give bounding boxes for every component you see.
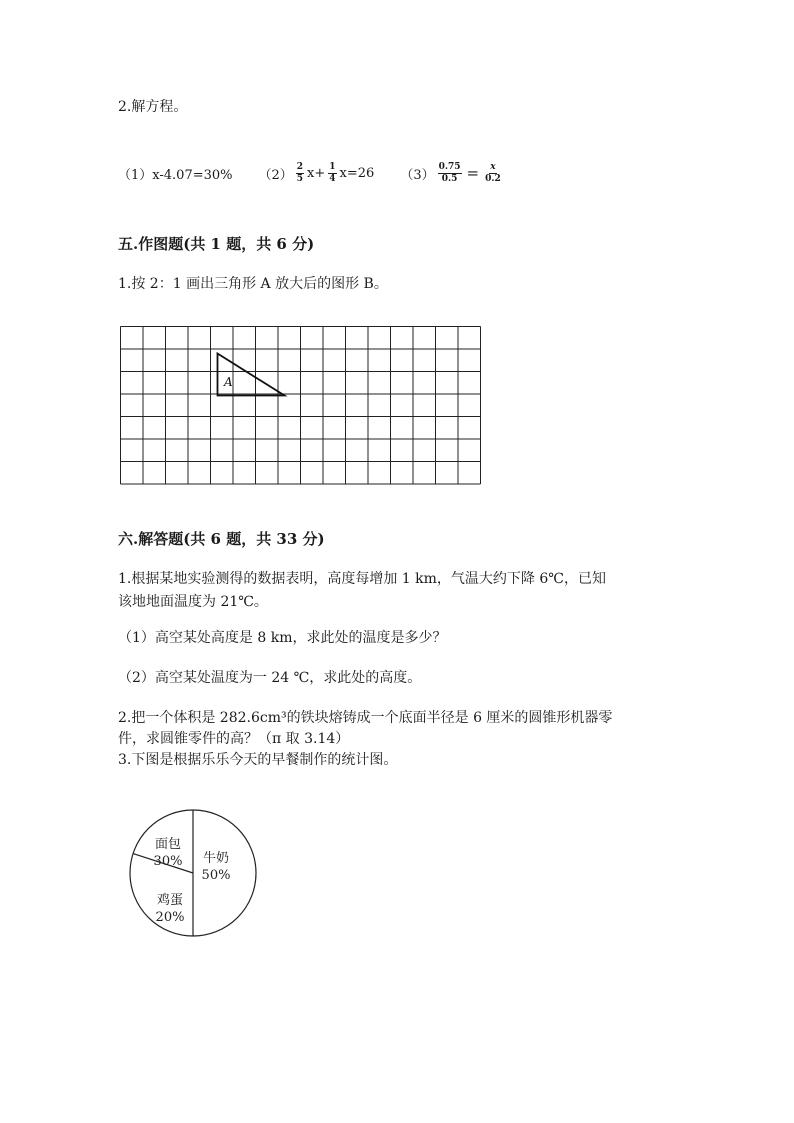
- question-2-line-2: 件，求圆锥零件的高？（π 取 3.14）: [118, 731, 350, 747]
- section-5-heading: 五.作图题(共 1 题，共 6 分): [118, 235, 315, 253]
- question-1-line-2: 该地地面温度为 21℃。: [118, 594, 268, 610]
- question-3: 3.下图是根据乐乐今天的早餐制作的统计图。: [118, 752, 398, 768]
- pie-category-label: 牛奶: [202, 851, 230, 866]
- fraction-075-05: $\frac{0.75}{0.5}$: [438, 161, 461, 184]
- equals-sign: =: [466, 164, 480, 182]
- pie-category-label: 鸡蛋: [156, 893, 184, 908]
- equation-2-label: （2）: [258, 167, 293, 183]
- pie-value-label: 50%: [201, 868, 231, 883]
- pie-chart: [126, 806, 266, 942]
- pie-value-label: 20%: [155, 910, 185, 925]
- question-1-sub-1: （1）高空某处高度是 8 km，求此处的温度是多少？: [118, 630, 447, 646]
- question-2-line-1: 2.把一个体积是 282.6cm³的铁块熔铸成一个底面半径是 6 厘米的圆锥形机器零: [118, 710, 613, 726]
- pie-category-label: 面包: [154, 837, 182, 852]
- question-1-line-1: 1.根据某地实验测得的数据表明，高度每增加 1 km，气温大约下降 6℃，已知: [118, 571, 606, 587]
- question-1-sub-2: （2）高空某处温度为一 24 ℃，求此处的高度。: [118, 670, 422, 686]
- fraction-2-5: $\frac{2}{5}$: [296, 161, 304, 184]
- grid-lines: [121, 327, 481, 485]
- equation-2-mid: x+: [307, 165, 326, 181]
- equation-row: [118, 158, 505, 188]
- section-5-question-1: 1.按 2：1 画出三角形 A 放大后的图形 B。: [118, 276, 388, 292]
- equation-2-tail: x=26: [339, 165, 375, 181]
- fraction-1-4: $\frac{1}{4}$: [329, 161, 336, 184]
- equation-1: （1）x-4.07=30%: [118, 167, 233, 183]
- fraction-x-02: $\frac{x}{0.2}$: [485, 161, 501, 184]
- grid-figure: [120, 326, 496, 488]
- question-2-title: 2.解方程。: [118, 99, 188, 115]
- triangle-a-label: A: [224, 375, 233, 389]
- section-6-heading: 六.解答题(共 6 题，共 33 分): [118, 530, 325, 548]
- equation-3-label: （3）: [400, 167, 435, 183]
- pie-value-label: 30%: [153, 854, 183, 869]
